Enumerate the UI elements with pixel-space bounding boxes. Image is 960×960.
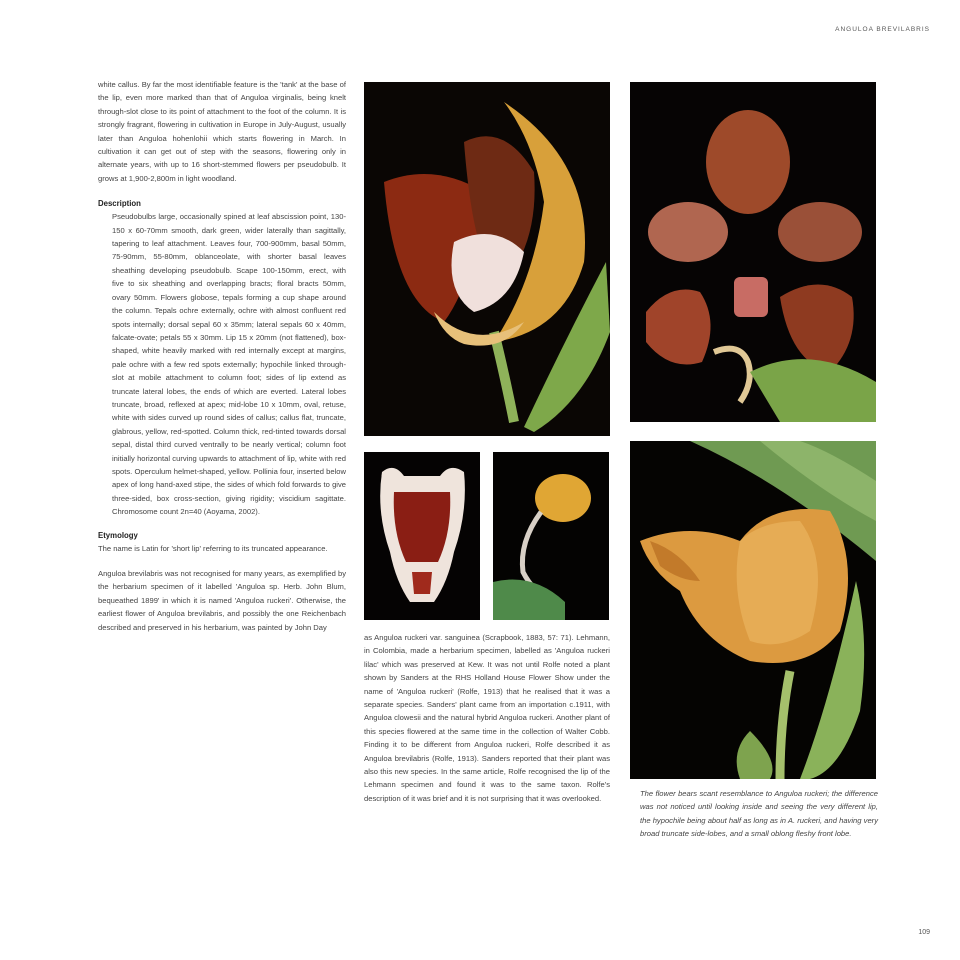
- pollinia-photo: [493, 452, 609, 620]
- cut-flower-photo: [364, 82, 610, 436]
- description-heading: Description: [98, 199, 141, 209]
- middle-column: [364, 631, 610, 817]
- etymology-body: The name is Latin for 'short lip' referring to its truncated appearance.: [98, 543, 328, 553]
- intro-paragraph: white callus. By far the most identifiable feature is the 'tank' at the base of the lip, even more marked than that of Anguloa virginalis, being knelt through-slot close to its point of attachment to the foot of the column. It is strongly fragrant, flowering in cultivation in Europe in July-August, usually later than Anguloa hohenlohii which starts flowering in March. In cultivation it can get out of step with the seasons, flowering only in alternate years, with up to 16 short-stemmed flowers per pseudobulb. It grows at 1,900-2,800m in light woodland.: [98, 80, 346, 183]
- lip-photo: [364, 452, 480, 620]
- left-column: [98, 78, 346, 646]
- etymology-heading: Etymology: [98, 530, 138, 540]
- middle-paragraph: as Anguloa ruckeri var. sanguinea (Scrapbook, 1883, 57: 71). Lehmann, in Colombia, made a herbarium specimen, labelled as 'Anguloa ruckeri lilac' which was preserved at Kew. It was not until Rolfe noted a plant shown by Sanders at the RHS Holland House Flower Show under the name of 'Anguloa ruckeri' (Rolfe, 1913) that he realised that it was a separate species. Sanders' plant came from an importation c.1911, with Anguloa clowesii and the natural hybrid Anguloa ruckeri. Another plant of this species flowered at the same time in the collection of Walter Cobb. Finding it to be different from Anguloa ruckeri, Rolfe described it as Anguloa brevilabris (Rolfe, 1913). Sanders reported that their plant was also this new species. In the same article, Rolfe recognised the lip of the Lehmann specimen and found it was to the same taxon. Rolfe's description of it was brief and it is not surprising that it was overlooked.: [364, 633, 610, 803]
- whole-flower-photo: [630, 441, 876, 779]
- photo-caption: The flower bears scant resemblance to Anguloa ruckeri; the difference was not noticed until looking inside and seeing the very different lip, the hypochile being about half as long as in A. ruckeri, and having very broad truncate side-lobes, and a small oblong fleshy front lobe.: [640, 789, 878, 839]
- history-paragraph: Anguloa brevilabris was not recognised for many years, as exemplified by the herbarium specimen of it labelled 'Anguloa sp. Herb. John Blum, bequeathed 1899' in which it is named 'Anguloa ruckeri'. Otherwise, the earliest flower of Anguloa brevilabris, and possibly the one Reichenbach described and preserved in his herbarium, was painted by John Day: [98, 569, 346, 632]
- page-number: 109: [918, 929, 930, 936]
- description-body: Pseudobulbs large, occasionally spined at leaf abscission point, 130-150 x 60-70mm smooth, dark green, wider laterally than sagittally, tapering to leaf attachment. Leaves four, 700-900mm, basal 50mm, 75-90mm, 55-80mm, oblanceolate, with shorter basal leaves sheathing developing pseudobulb. Scape 100-150mm, erect, with five to six sheathing and overlapping bracts; floral bracts 50mm, ovary 50mm. Flowers globose, tepals forming a cup shape around the column. Tepals ochre externally, ochre with almost confluent red spots internally; dorsal sepal 60 x 35mm; lateral sepals 60 x 40mm, falcate-ovate; petals 55 x 30mm. Lip 15 x 20mm (not flattened), box-shaped, white heavily marked with red internally except at margins, pale ochre with a few red spots externally; hypochile linked through-slot at mobile attachment to column foot; sides of lip extend as truncate lateral lobes, the ends of which are everted. Lateral lobes truncate, broad, reflexed at apex; mid-lobe 10 x 10mm, oval, retuse, white with sides curved up round sides of callus; callus flat, truncate, glabrous, yellow, red-spotted. Column thick, red-tinted towards dorsal sepal, distal third curved ventrally to be nearly vertical; column foot initially horizontal curving upwards to attachment of lip, white with red spots. Operculum helmet-shaped, yellow. Pollinia four, inserted below apex of long hand-axed stipe, the sides of which fold forwards to give three-sided, box cross-section, giving rigidity; viscidium sagittate. Chromosome count 2n=40 (Aoyama, 2002).: [112, 212, 346, 517]
- floral-dissection-photo: [630, 82, 876, 422]
- running-header: ANGULOA BREVILABRIS: [835, 26, 930, 33]
